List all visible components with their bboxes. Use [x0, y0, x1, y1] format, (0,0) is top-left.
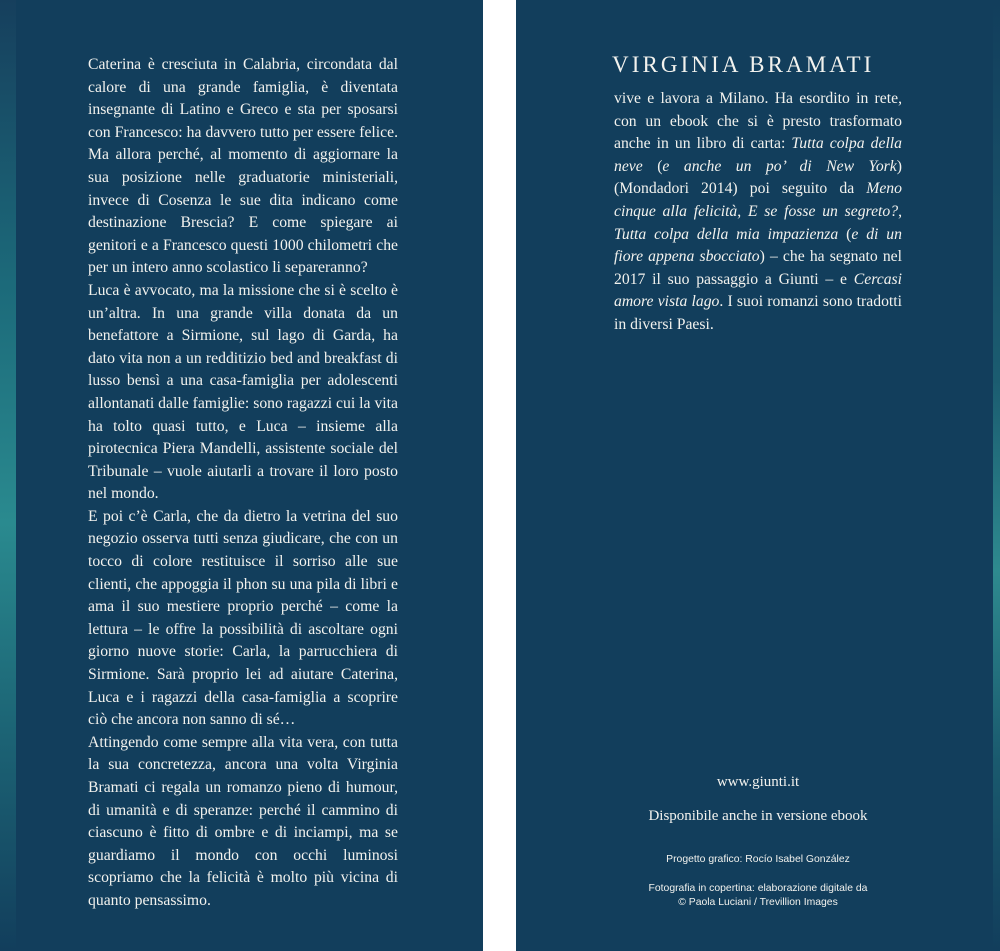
author-name: VIRGINIA BRAMATI: [612, 52, 875, 77]
design-credit: Progetto grafico: Rocío Isabel González: [666, 854, 850, 865]
bio-segment: vive e lavora a Milano. Ha esordito in rete, con un ebook che si è presto trasformato anche in un libro di carta:: [614, 90, 902, 153]
bio-segment: . I suoi romanzi sono tradotti in diversi Paesi.: [614, 293, 902, 333]
bio-segment: ,: [898, 202, 903, 220]
bio-segment: ) (Mondadori 2014) poi seguito da: [614, 157, 902, 198]
bio-segment: ) – che ha segnato nel 2017 il suo passaggio a Giunti – e: [614, 248, 902, 288]
synopsis-paragraph-1: Caterina è cresciuta in Calabria, circondata dal calore di una grande famiglia, è diventata insegnante di Latino e Greco e sta per sposarsi con Francesco: ha davvero tutto per essere felice. Ma allora perché, al momento di aggiornare la sua posizione nelle graduatorie ministeriali, invece di Cosenza le sue dita indicano come destinazione Brescia? E come spiegare ai genitori e a Francesco questi 1000 chilometri che per un intero anno scolastico li separeranno?: [88, 56, 398, 277]
bio-segment: ,: [737, 202, 748, 220]
ebook-availability-note: Disponibile anche in versione ebook: [648, 808, 868, 824]
synopsis-paragraph-2: Luca è avvocato, ma la missione che si è scelto è un’altra. In una grande villa donata da un benefattore a Sirmione, sul lago di Garda, ha dato vita non a un redditizio bed and breakfast di lusso bensì a una casa-famiglia per adolescenti allontanati dalle famiglie: sono ragazzi cui la vita ha tolto quasi tutto, e Luca – insieme alla pirotecnica Piera Mandelli, assistente sociale del Tribunale – vuole aiutarli a trovare il loro posto nel mondo.: [88, 281, 398, 503]
synopsis-paragraph-4: Attingendo come sempre alla vita vera, con tutta la sua concretezza, ancora una volta Virginia Bramati ci regala un romanzo pieno di humour, di umanità e di speranze: perché il cammino di ciascuno è fitto di ombre e di inciampi, ma se guardiamo il mondo con occhi luminosi scopriamo che la felicità è molto più vicina di quanto pensassimo.: [88, 733, 398, 909]
synopsis-text: [88, 54, 398, 913]
bio-segment-title: Meno cinque alla felicità: [614, 180, 902, 220]
bio-segment: (: [838, 225, 852, 243]
publisher-website: www.giunti.it: [716, 774, 800, 790]
bio-segment-title: Tutta colpa della neve: [614, 135, 902, 175]
flap-panel: [516, 0, 1000, 951]
bio-segment-title: E se fosse un segreto?: [747, 202, 899, 220]
bio-segment-title: Tutta colpa della mia impazienza: [614, 225, 839, 243]
photo-credit: [516, 882, 1000, 910]
synopsis-paragraph-3: E poi c’è Carla, che da dietro la vetrina del suo negozio osserva tutti senza giudicare, che con un tocco di colore restituisce il sorriso alle sue clienti, che appoggia il phon su una pila di libri e ama il suo mestiere proprio perché – come la lettura – le offre la possibilità di ascoltare ogni giorno nuove storie: Carla, la parrucchiera di Sirmione. Sarà proprio lei ad aiutare Caterina, Luca e i ragazzi della casa-famiglia a scoprire ciò che ancora non sanno di sé…: [88, 507, 398, 729]
author-bio: [614, 88, 902, 337]
bio-segment-title: e di un fiore appena sbocciato: [614, 225, 902, 266]
bio-segment: (: [642, 157, 663, 175]
photo-credit-line-1: Fotografia in copertina: elaborazione digitale da: [648, 883, 868, 894]
photo-credit-line-2: © Paola Luciani / Trevillion Images: [678, 897, 838, 908]
bio-segment-title: Cercasi amore vista lago: [614, 270, 902, 311]
cover-edge-strip: [0, 0, 16, 951]
bio-segment-title: e anche un po’ di New York: [662, 157, 897, 175]
back-cover-panel: [0, 0, 483, 951]
